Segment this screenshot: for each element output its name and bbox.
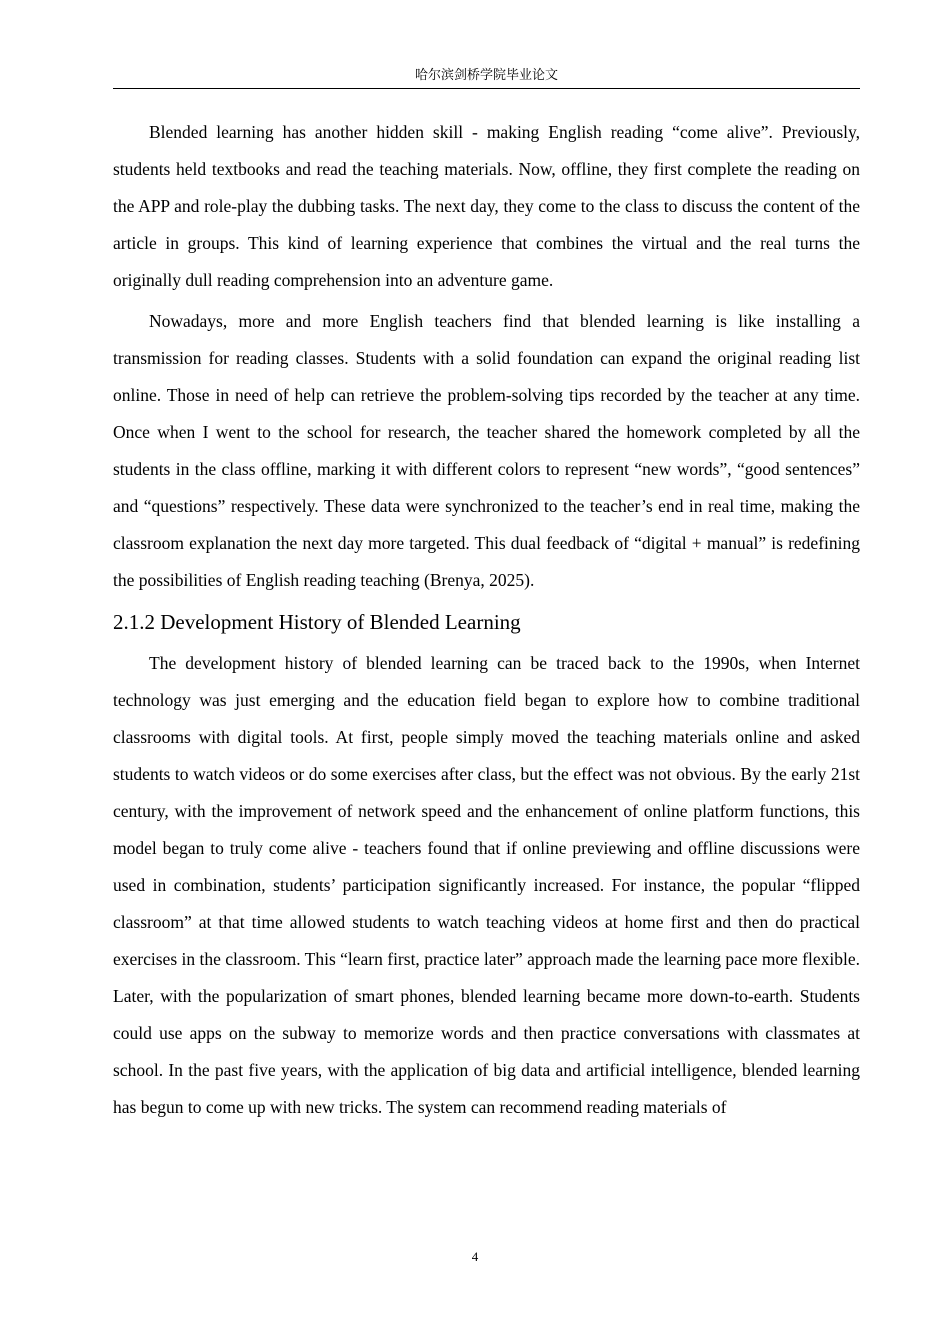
paragraph-teachers-transmission: Nowadays, more and more English teachers find that blended learning is like installing a transmission for reading classes. Students with a solid foundation can expand the original reading list online. Those in need of help can retrieve the problem-solving tips recorded by the teacher at any time. Once when I went to the school for research, the teacher shared the homework completed by all the students in the class offline, marking it with different colors to represent “new words”, “good sentences” and “questions” respectively. These data were synchronized to the teacher’s end in real time, making the classroom explanation the next day more targeted. This dual feedback of “digital + manual” is redefining the possibilities of English reading teaching (Brenya, 2025). [113, 311, 860, 590]
page-number: 4 [471, 1249, 479, 1264]
paragraph-hidden-skill: Blended learning has another hidden skill - making English reading “come alive”. Previously, students held textbooks and read the teaching materials. Now, offline, they first complete the reading on the APP and role-play the dubbing tasks. The next day, they come to the class to discuss the content of the article in groups. This kind of learning experience that combines the virtual and the real turns the originally dull reading comprehension into an adventure game. [113, 122, 860, 290]
paragraph-development-history: The development history of blended learning can be traced back to the 1990s, when Internet technology was just emerging and the education field began to explore how to combine traditional classrooms with digital tools. At first, people simply moved the teaching materials online and asked students to watch videos or do some exercises after class, but the effect was not obvious. By the early 21st century, with the improvement of network speed and the enhancement of online platform functions, this model began to truly come alive - teachers found that if online previewing and offline discussions were used in combination, students’ participation significantly increased. For instance, the popular “flipped classroom” at that time allowed students to watch teaching videos at home first and then do practical exercises in the classroom. This “learn first, practice later” approach made the learning pace more flexible. Later, with the popularization of smart phones, blended learning became more down-to-earth. Students could use apps on the subway to memorize words and then practice conversations with classmates at school. In the past five years, with the application of big data and artificial intelligence, blended learning has begun to come up with new tricks. The system can recommend reading materials of [113, 653, 860, 1117]
running-header: 哈尔滨剑桥学院毕业论文 [113, 64, 860, 89]
section-heading: 2.1.2 Development History of Blended Learning [113, 610, 521, 634]
body-text [113, 114, 860, 1130]
